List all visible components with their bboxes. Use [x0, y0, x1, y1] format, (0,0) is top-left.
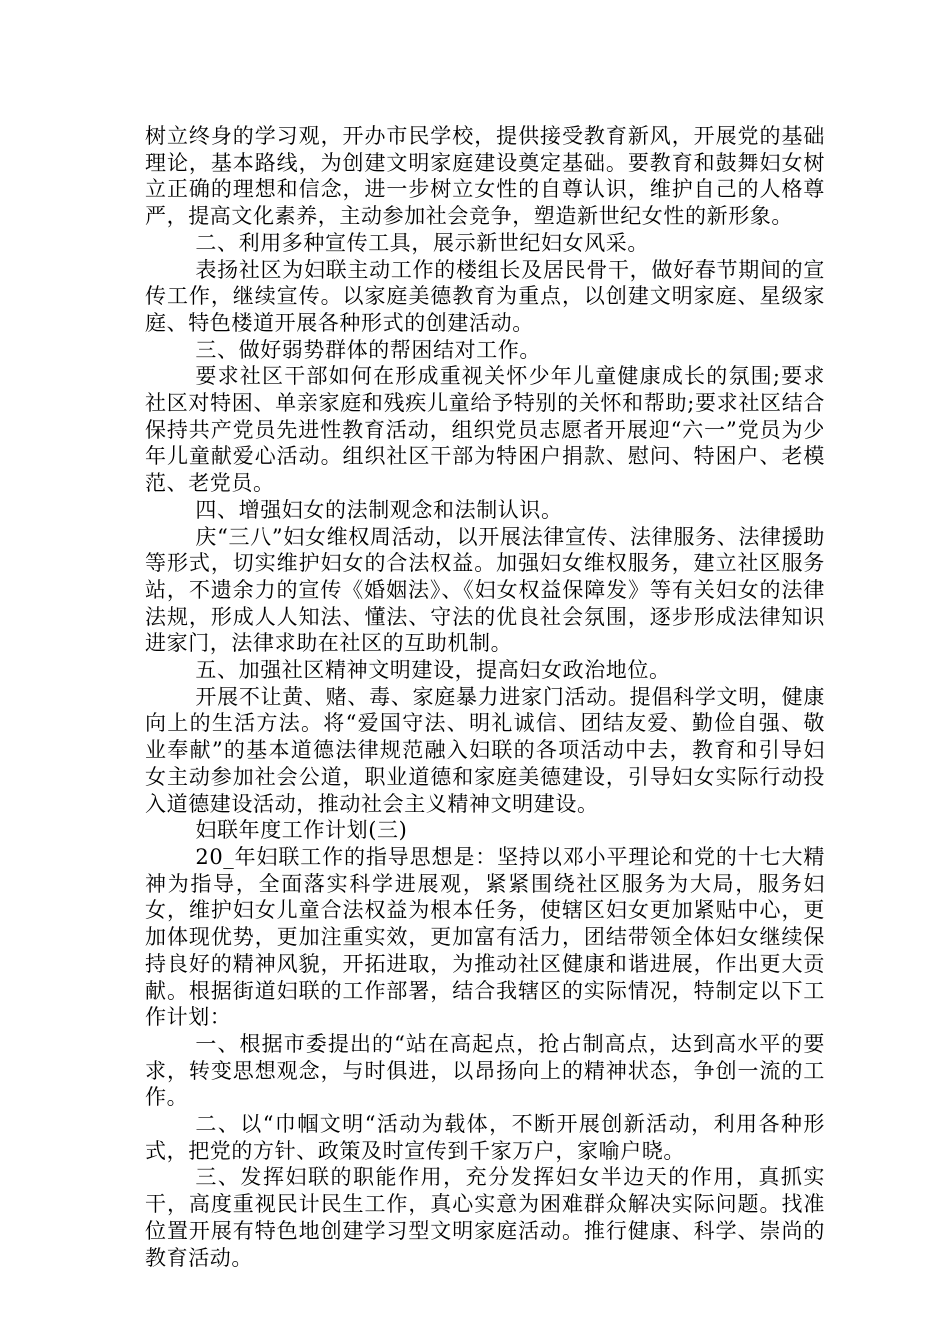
- section-heading-legal: 四、增强妇女的法制观念和法制认识。: [195, 497, 563, 522]
- paragraph-civilization: 开展不让黄、赌、毒、家庭暴力进家门活动。提倡科学文明，健康向上的生活方法。将“爱国守法、明礼诚信、团结友爱、勤俭自强、敬业奉献”的基本道德法律规范融入妇联的各项活动中去，教育和引导妇女主动参加社会公道，职业道德和家庭美德建设，引导妇女实际行动投入道德建设活动，推动社会主义精神文明建设。: [145, 684, 825, 816]
- document-body: [145, 123, 825, 1271]
- plan-item-1: 一、根据市委提出的“站在高起点，抢占制高点，达到高水平的要求，转变思想观念，与时俱进，以昂扬向上的精神状态，争创一流的工作。: [145, 1031, 825, 1110]
- plan-item-3: 三、发挥妇联的职能作用，充分发挥妇女半边天的作用，真抓实干，高度重视民计民生工作，真心实意为困难群众解决实际问题。找准位置开展有特色地创建学习型文明家庭活动。推行健康、科学、崇尚的教育活动。: [145, 1165, 825, 1270]
- paragraph-lifelong-learning: 树立终身的学习观，开办市民学校，提供接受教育新风，开展党的基础理论，基本路线，为创建文明家庭建设奠定基础。要教育和鼓舞妇女树立正确的理想和信念，进一步树立女性的自尊认识，维护自己的人格尊严，提高文化素养，主动参加社会竞争，塑造新世纪女性的新形象。: [145, 124, 825, 229]
- paragraph-legal: 庆“三八”妇女维权周活动，以开展法律宣传、法律服务、法律援助等形式，切实维护妇女的合法权益。加强妇女维权服务，建立社区服务站，不遗余力的宣传《婚姻法》、《妇女权益保障发》等有关妇女的法律法规，形成人人知法、懂法、守法的优良社会氛围，逐步形成法律知识进家门，法律求助在社区的互助机制。: [145, 524, 825, 656]
- section-heading-assistance: 三、做好弱势群体的帮困结对工作。: [195, 337, 541, 362]
- plan-title: 妇联年度工作计划(三): [195, 818, 408, 843]
- section-heading-civilization: 五、加强社区精神文明建设，提高妇女政治地位。: [195, 658, 671, 683]
- section-heading-publicity: 二、利用多种宣传工具，展示新世纪妇女风采。: [195, 230, 649, 255]
- paragraph-assistance: 要求社区干部如何在形成重视关怀少年儿童健康成长的氛围;要求社区对特困、单亲家庭和残疾儿童给予特别的关怀和帮助;要求社区结合保持共产党员先进性教育活动，组织党员志愿者开展迎“六一”党员为少年儿童献爱心活动。组织社区干部为特困户捐款、慰问、特困户、老模范、老党员。: [145, 364, 825, 496]
- paragraph-guiding-ideology: 20_年妇联工作的指导思想是：坚持以邓小平理论和党的十七大精神为指导，全面落实科学进展观，紧紧围绕社区服务为大局，服务妇女，维护妇女儿童合法权益为根本任务，使辖区妇女更加紧贴中心，更加体现优势，更加注重实效，更加富有活力，团结带领全体妇女继续保持良好的精神风貌，开拓进取，为推动社区健康和谐进展，作出更大贡献。根据街道妇联的工作部署，结合我辖区的实际情况，特制定以下工作计划：: [145, 844, 825, 1030]
- plan-item-2: 二、以“巾帼文明“活动为载体，不断开展创新活动，利用各种形式，把党的方针、政策及时宣传到千家万户，家喻户晓。: [145, 1112, 825, 1163]
- paragraph-publicity: 表扬社区为妇联主动工作的楼组长及居民骨干，做好春节期间的宣传工作，继续宣传。以家庭美德教育为重点，以创建文明家庭、星级家庭、特色楼道开展各种形式的创建活动。: [145, 257, 825, 335]
